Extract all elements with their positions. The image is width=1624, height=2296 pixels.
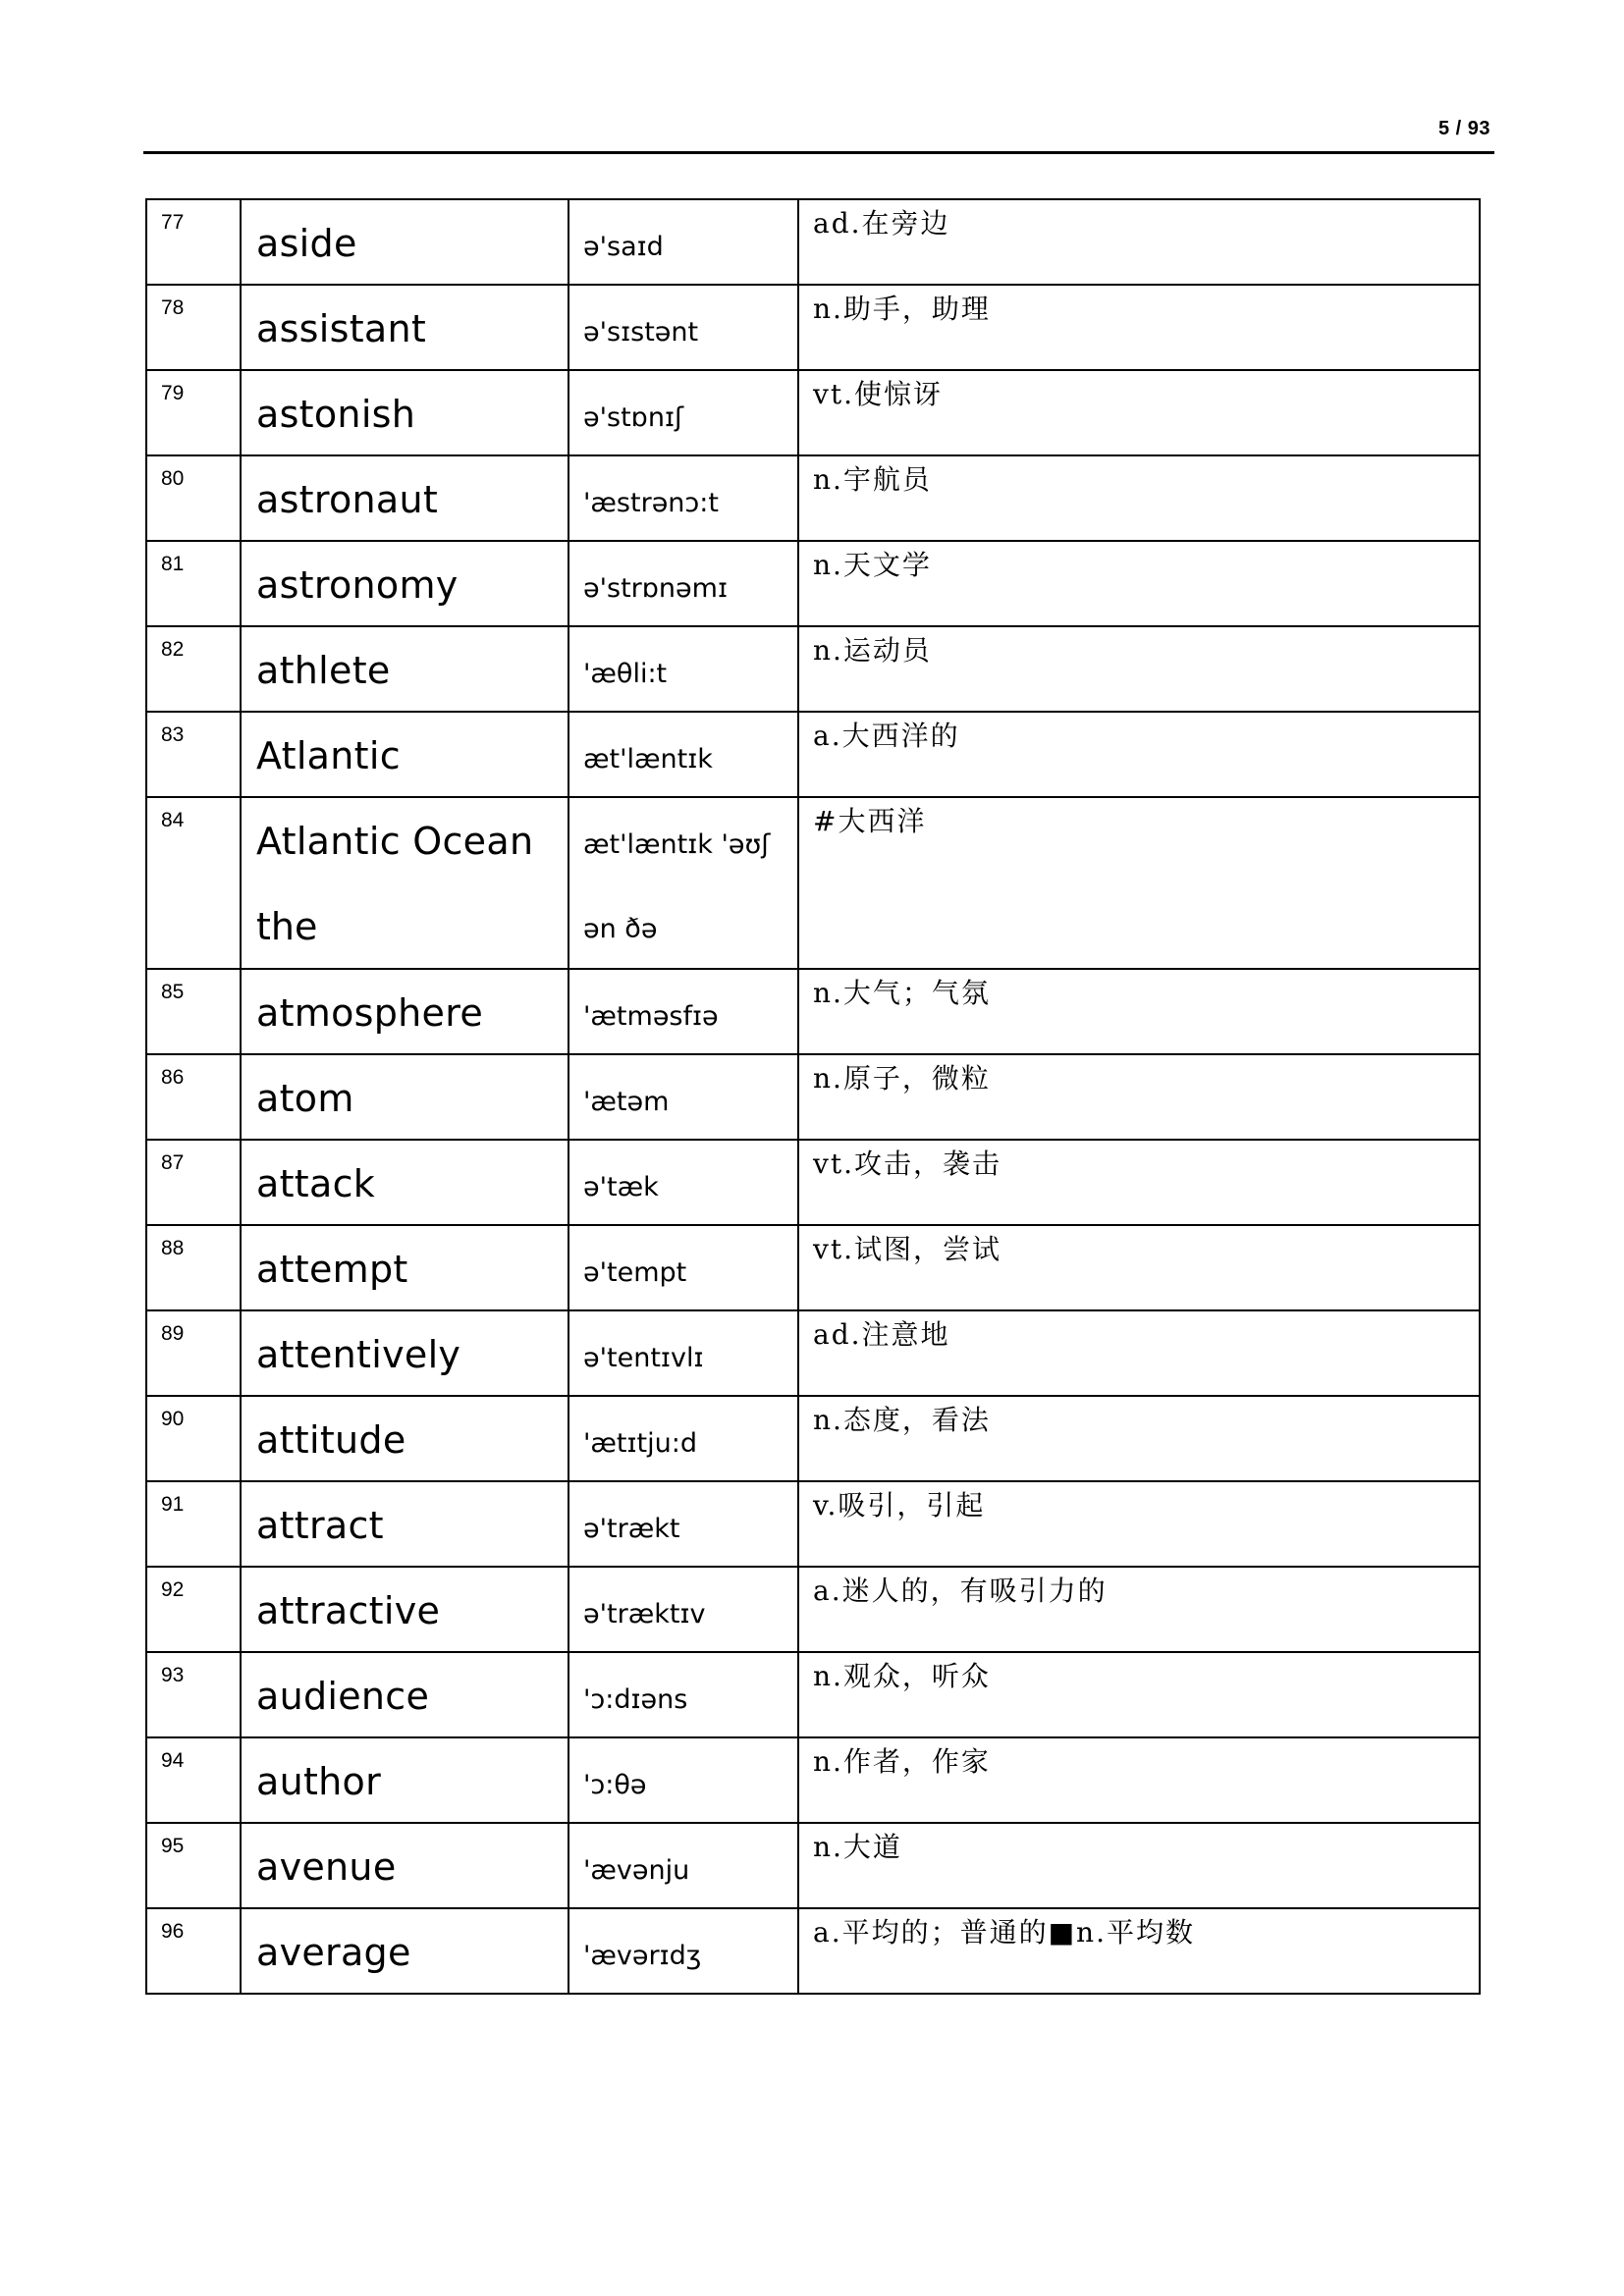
phonetic-cell: [568, 797, 798, 969]
entry-meaning: v.吸引，引起: [813, 1489, 986, 1522]
table-row: [146, 455, 1480, 541]
table-row: [146, 969, 1480, 1054]
word-cell: [241, 1054, 568, 1140]
index-cell: [146, 1396, 241, 1481]
word-cell: [241, 1652, 568, 1737]
entry-word: atmosphere: [256, 991, 483, 1035]
table-row: [146, 797, 1480, 969]
phonetic-cell: [568, 626, 798, 712]
phonetic-cell: [568, 199, 798, 285]
table-row: [146, 1140, 1480, 1225]
index-cell: [146, 541, 241, 626]
entry-word-continuation: the: [256, 905, 318, 948]
entry-number: 84: [161, 809, 185, 831]
entry-number: 96: [161, 1920, 185, 1943]
entry-word: astronaut: [256, 478, 439, 521]
word-cell: [241, 1737, 568, 1823]
meaning-cell: [798, 1567, 1480, 1652]
entry-meaning: n.大道: [813, 1831, 902, 1863]
entry-phonetic: 'ætɪtju:d: [583, 1428, 697, 1459]
entry-word: attract: [256, 1504, 384, 1547]
entry-meaning: a.平均的；普通的■n.平均数: [813, 1916, 1195, 1949]
entry-phonetic: ə'tæk: [583, 1172, 659, 1202]
entry-word: average: [256, 1931, 411, 1974]
entry-number: 79: [161, 382, 185, 404]
entry-number: 80: [161, 467, 185, 490]
entry-phonetic: 'ævənju: [583, 1855, 690, 1886]
index-cell: [146, 969, 241, 1054]
index-cell: [146, 285, 241, 370]
entry-word: astronomy: [256, 563, 459, 607]
entry-phonetic: 'ætməsfɪə: [583, 1001, 719, 1032]
phonetic-cell: [568, 1567, 798, 1652]
entry-phonetic: æt'læntɪk: [583, 744, 713, 774]
entry-phonetic: 'æstrənɔ:t: [583, 488, 719, 518]
phonetic-cell: [568, 370, 798, 455]
entry-meaning: n.助手，助理: [813, 293, 991, 325]
index-cell: [146, 1054, 241, 1140]
meaning-cell: [798, 712, 1480, 797]
table-row: [146, 370, 1480, 455]
vocabulary-table: [145, 198, 1481, 1995]
table-row: [146, 626, 1480, 712]
entry-word: athlete: [256, 649, 391, 692]
word-cell: [241, 1567, 568, 1652]
table-row: [146, 541, 1480, 626]
entry-word: attitude: [256, 1418, 406, 1462]
entry-word: aside: [256, 222, 357, 265]
meaning-cell: [798, 1652, 1480, 1737]
index-cell: [146, 1823, 241, 1908]
entry-phonetic: ə'tempt: [583, 1257, 687, 1288]
entry-phonetic: ə'strɒnəmɪ: [583, 573, 728, 604]
entry-phonetic: 'ɔ:θə: [583, 1770, 647, 1800]
meaning-cell: [798, 541, 1480, 626]
entry-word: audience: [256, 1675, 430, 1718]
entry-number: 95: [161, 1835, 185, 1857]
entry-number: 86: [161, 1066, 185, 1089]
phonetic-cell: [568, 1908, 798, 1994]
entry-meaning: n.观众，听众: [813, 1660, 991, 1692]
meaning-cell: [798, 1908, 1480, 1994]
entry-word: attractive: [256, 1589, 441, 1632]
word-cell: [241, 285, 568, 370]
index-cell: [146, 1481, 241, 1567]
meaning-cell: [798, 199, 1480, 285]
meaning-cell: [798, 1225, 1480, 1310]
entry-number: 88: [161, 1237, 185, 1259]
meaning-cell: [798, 1054, 1480, 1140]
entry-number: 81: [161, 553, 185, 575]
index-cell: [146, 1567, 241, 1652]
word-cell: [241, 969, 568, 1054]
entry-meaning: n.运动员: [813, 634, 932, 667]
entry-word: attack: [256, 1162, 376, 1205]
index-cell: [146, 626, 241, 712]
word-cell: [241, 541, 568, 626]
entry-word: astonish: [256, 393, 416, 436]
meaning-cell: [798, 370, 1480, 455]
index-cell: [146, 1310, 241, 1396]
word-cell: [241, 1823, 568, 1908]
word-cell: [241, 455, 568, 541]
table-row: [146, 1652, 1480, 1737]
page-header: [143, 116, 1494, 154]
index-cell: [146, 712, 241, 797]
entry-phonetic: 'ætəm: [583, 1087, 670, 1117]
phonetic-cell: [568, 1823, 798, 1908]
phonetic-cell: [568, 1310, 798, 1396]
index-cell: [146, 1140, 241, 1225]
table-row: [146, 1737, 1480, 1823]
entry-word: atom: [256, 1077, 354, 1120]
index-cell: [146, 1737, 241, 1823]
entry-meaning: n.天文学: [813, 549, 932, 581]
index-cell: [146, 199, 241, 285]
entry-meaning: n.态度，看法: [813, 1404, 991, 1436]
index-cell: [146, 455, 241, 541]
phonetic-cell: [568, 712, 798, 797]
entry-number: 91: [161, 1493, 185, 1516]
table-row: [146, 1567, 1480, 1652]
word-cell: [241, 1908, 568, 1994]
phonetic-cell: [568, 1054, 798, 1140]
word-cell: [241, 797, 568, 969]
index-cell: [146, 370, 241, 455]
table-row: [146, 712, 1480, 797]
entry-number: 83: [161, 723, 185, 746]
entry-number: 90: [161, 1408, 185, 1430]
entry-phonetic: ə'sɪstənt: [583, 317, 699, 347]
word-cell: [241, 1481, 568, 1567]
word-cell: [241, 1225, 568, 1310]
table-row: [146, 1310, 1480, 1396]
table-row: [146, 1823, 1480, 1908]
index-cell: [146, 1908, 241, 1994]
meaning-cell: [798, 1737, 1480, 1823]
entry-number: 89: [161, 1322, 185, 1345]
table-row: [146, 199, 1480, 285]
phonetic-cell: [568, 1225, 798, 1310]
word-cell: [241, 199, 568, 285]
entry-number: 77: [161, 211, 185, 234]
entry-phonetic: ə'tentɪvlɪ: [583, 1343, 704, 1373]
table-row: [146, 1908, 1480, 1994]
meaning-cell: [798, 1310, 1480, 1396]
table-row: [146, 1396, 1480, 1481]
phonetic-cell: [568, 1140, 798, 1225]
phonetic-cell: [568, 1737, 798, 1823]
entry-word: attempt: [256, 1248, 408, 1291]
entry-word: attentively: [256, 1333, 461, 1376]
entry-number: 82: [161, 638, 185, 661]
entry-phonetic: æt'læntɪk 'əʊʃ: [583, 829, 771, 860]
phonetic-cell: [568, 1481, 798, 1567]
entry-number: 85: [161, 981, 185, 1003]
entry-phonetic: ə'stɒnɪʃ: [583, 402, 684, 433]
entry-meaning: n.宇航员: [813, 463, 932, 496]
word-cell: [241, 1140, 568, 1225]
phonetic-cell: [568, 541, 798, 626]
word-cell: [241, 1310, 568, 1396]
table-row: [146, 1225, 1480, 1310]
entry-number: 92: [161, 1578, 185, 1601]
entry-meaning: a.大西洋的: [813, 720, 960, 752]
entry-number: 87: [161, 1151, 185, 1174]
word-cell: [241, 626, 568, 712]
entry-meaning: ad.在旁边: [813, 207, 950, 240]
table-row: [146, 1481, 1480, 1567]
entry-word: Atlantic: [256, 734, 401, 777]
meaning-cell: [798, 797, 1480, 969]
meaning-cell: [798, 285, 1480, 370]
entry-meaning: n.作者，作家: [813, 1745, 991, 1778]
entry-meaning: vt.攻击，袭击: [813, 1148, 1001, 1180]
entry-word: assistant: [256, 307, 427, 350]
phonetic-cell: [568, 455, 798, 541]
entry-meaning: vt.试图，尝试: [813, 1233, 1001, 1265]
entry-number: 93: [161, 1664, 185, 1686]
entry-word: Atlantic Ocean: [256, 820, 534, 863]
table-row: [146, 1054, 1480, 1140]
entry-meaning: n.大气；气氛: [813, 977, 991, 1009]
entry-meaning: vt.使惊讶: [813, 378, 943, 410]
meaning-cell: [798, 969, 1480, 1054]
entry-meaning: a.迷人的，有吸引力的: [813, 1575, 1108, 1607]
entry-meaning: n.原子，微粒: [813, 1062, 991, 1095]
phonetic-cell: [568, 285, 798, 370]
entry-number: 94: [161, 1749, 185, 1772]
phonetic-cell: [568, 1396, 798, 1481]
phonetic-cell: [568, 969, 798, 1054]
entry-phonetic: ə'saɪd: [583, 232, 664, 262]
word-cell: [241, 370, 568, 455]
index-cell: [146, 797, 241, 969]
entry-word: avenue: [256, 1845, 397, 1889]
table-row: [146, 285, 1480, 370]
entry-word: author: [256, 1760, 382, 1803]
page-number: 5 / 93: [1437, 118, 1490, 139]
meaning-cell: [798, 1140, 1480, 1225]
meaning-cell: [798, 626, 1480, 712]
entry-phonetic: 'ɔ:dɪəns: [583, 1684, 688, 1715]
meaning-cell: [798, 455, 1480, 541]
index-cell: [146, 1225, 241, 1310]
entry-phonetic: 'æθli:t: [583, 659, 668, 689]
entry-number: 78: [161, 296, 185, 319]
phonetic-cell: [568, 1652, 798, 1737]
entry-meaning: #大西洋: [813, 805, 927, 837]
index-cell: [146, 1652, 241, 1737]
entry-phonetic: ə'træktɪv: [583, 1599, 706, 1629]
meaning-cell: [798, 1396, 1480, 1481]
entry-phonetic: 'ævərɪdʒ: [583, 1941, 702, 1971]
word-cell: [241, 712, 568, 797]
meaning-cell: [798, 1481, 1480, 1567]
entry-phonetic: ə'trækt: [583, 1514, 680, 1544]
word-cell: [241, 1396, 568, 1481]
meaning-cell: [798, 1823, 1480, 1908]
entry-meaning: ad.注意地: [813, 1318, 950, 1351]
entry-phonetic-continuation: ən ðə: [583, 914, 658, 944]
